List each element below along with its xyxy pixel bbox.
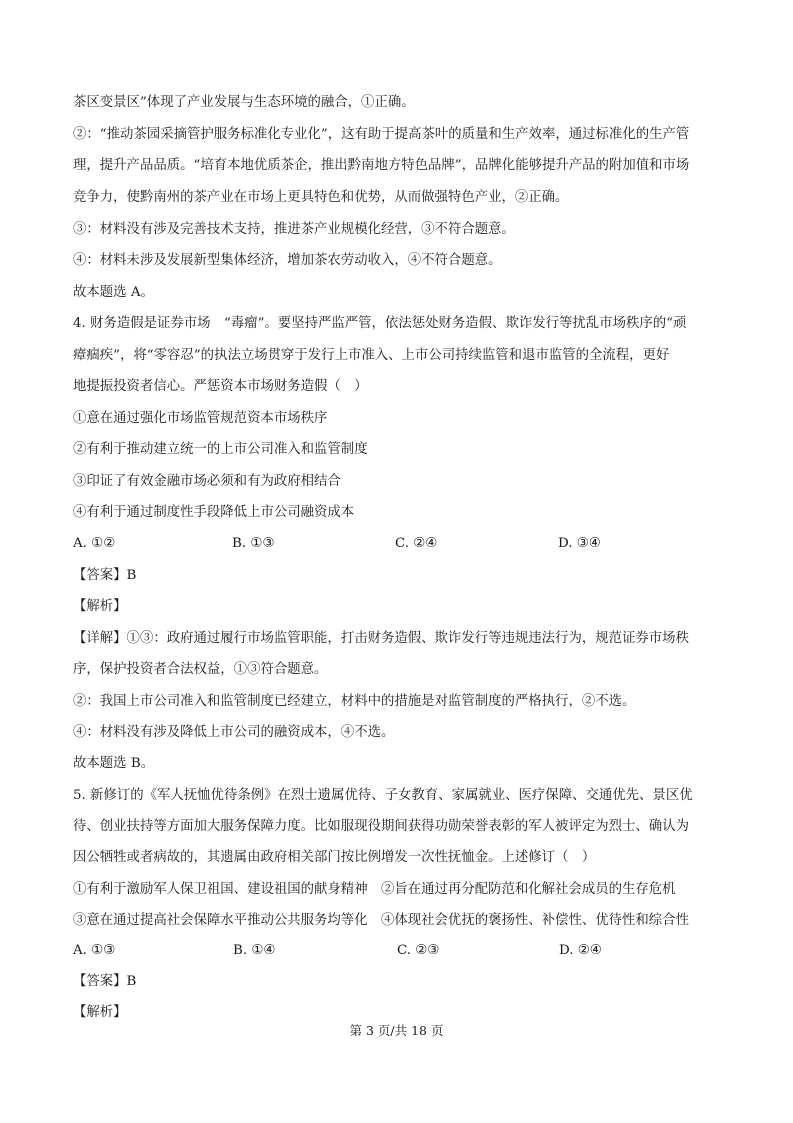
analysis-label: 【解析】 — [73, 599, 127, 614]
text-line: ④：材料没有涉及降低上市公司的融资成本，④不选。 — [73, 725, 395, 740]
text-line: 故本题选 A。 — [73, 285, 154, 300]
statement-item: ④有利于通过制度性手段降低上市公司融资成本 — [73, 505, 355, 520]
text-line: ②：“推动茶园采摘管护服务标准化专业化”，这有助于提高茶叶的质量和生产效率，通过标准化的生产管 — [73, 127, 690, 142]
text-line: 序，保护投资者合法权益，①③符合题意。 — [73, 662, 328, 677]
option-c: C. ②③ — [397, 943, 440, 958]
option-a: A. ①③ — [73, 943, 116, 958]
question-4-stem: 4. 财务造假是证券市场 “毒瘤”。要坚持严监严管，依法惩处财务造假、欺诈发行等扰乱市场秩序的“顽 — [73, 316, 687, 331]
option-c: C. ②④ — [395, 536, 438, 551]
text-line: ④：材料未涉及发展新型集体经济，增加茶农劳动收入，④不符合题意。 — [73, 253, 502, 268]
statement-item: ①有利于激励军人保卫祖国、建设祖国的献身精神 ②旨在通过再分配防范和化解社会成员的生存危机 — [73, 882, 676, 897]
text-line: ③：材料没有涉及完善技术支持，推进茶产业规模化经营，③不符合题意。 — [73, 222, 515, 237]
text-line: ②：我国上市公司准入和监管制度已经建立，材料中的措施是对监管制度的严格执行，②不选。 — [73, 694, 636, 709]
option-b: B. ①③ — [232, 536, 275, 551]
option-a: A. ①② — [73, 536, 116, 551]
question-5-options — [73, 941, 733, 961]
option-b: B. ①④ — [233, 943, 276, 958]
question-5-stem: 待、创业扶持等方面加大服务保障力度。比如服现役期间获得功勋荣誉表彰的军人被评定为烈士、确认为 — [73, 819, 689, 834]
text-line: 竞争力，使黔南州的茶产业在市场上更具特色和优势，从而做强特色产业，②正确。 — [73, 190, 569, 205]
question-5-stem: 因公牺牲或者病故的，其遗属由政府相关部门按比例增发一次性抚恤金。上述修订（ ） — [73, 850, 596, 865]
text-line: 茶区变景区”体现了产业发展与生态环境的融合，①正确。 — [73, 95, 415, 110]
statement-item: ③意在通过提高社会保障水平推动公共服务均等化 ④体现社会优抚的褒扬性、补偿性、优待性和综合性 — [73, 913, 689, 928]
option-d: D. ③④ — [558, 536, 601, 551]
answer-label: 【答案】B — [73, 974, 137, 989]
text-line: 故本题选 B。 — [73, 756, 155, 771]
text-line: 【详解】①③：政府通过履行市场监管职能，打击财务造假、欺诈发行等违规违法行为，规范证券市场秩 — [73, 631, 689, 646]
question-4-stem: 瘴痼疾”，将“零容忍”的执法立场贯穿于发行上市准入、上市公司持续监管和退市监管的全流程，更好 — [73, 348, 670, 363]
statement-item: ③印证了有效金融市场必须和有为政府相结合 — [73, 474, 341, 489]
page-number-footer: 第 3 页/共 18 页 — [349, 1023, 444, 1038]
option-d: D. ②④ — [559, 943, 602, 958]
question-5-stem: 5. 新修订的《军人抚恤优待条例》在烈士遗属优待、子女教育、家属就业、医疗保障、交通优先、景区优 — [73, 788, 693, 803]
analysis-label: 【解析】 — [73, 1005, 127, 1020]
statement-item: ②有利于推动建立统一的上市公司准入和监管制度 — [73, 442, 368, 457]
text-line: 理，提升产品品质。“培育本地优质茶企，推出黔南地方特色品牌”，品牌化能够提升产品的附加值和市场 — [73, 158, 690, 173]
question-4-stem: 地提振投资者信心。严惩资本市场财务造假（ ） — [73, 379, 368, 394]
answer-label: 【答案】B — [73, 568, 137, 583]
question-4-options — [73, 534, 733, 554]
statement-item: ①意在通过强化市场监管规范资本市场秩序 — [73, 411, 328, 426]
